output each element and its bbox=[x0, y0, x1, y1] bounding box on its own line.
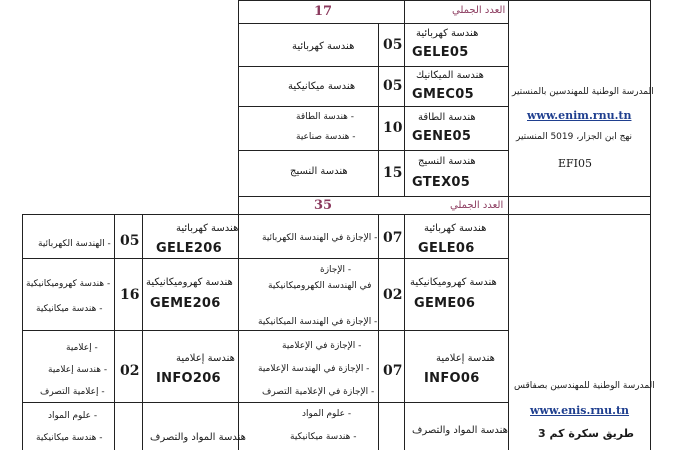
eligible-field: هندسة ميكانيكية bbox=[288, 81, 356, 92]
specialty-code: GMEC05 bbox=[412, 87, 474, 102]
specialty-code: GEME06 bbox=[414, 296, 476, 311]
eligible-field: - هندسة صناعية bbox=[296, 132, 356, 142]
seat-count: 02 bbox=[383, 287, 403, 303]
master-field: - إعلامية bbox=[66, 343, 98, 353]
licence-field: - الإجازة bbox=[320, 265, 352, 275]
specialty-name: هندسة النسيج bbox=[418, 156, 476, 167]
licence-field: - الإجازة في الإعلامية bbox=[282, 341, 362, 351]
col-divider bbox=[404, 0, 405, 197]
specialty-name: هندسة كهروميكانيكية bbox=[410, 277, 497, 288]
specialty-name: هندسة إعلامية bbox=[436, 353, 495, 364]
seat-count: 07 bbox=[383, 230, 403, 246]
seat-count: 05 bbox=[383, 78, 403, 94]
master-field: - علوم المواد bbox=[48, 411, 98, 421]
specialty-code-2: GELE206 bbox=[156, 241, 222, 256]
total-label: العدد الجملي bbox=[450, 200, 504, 211]
row-divider bbox=[238, 150, 508, 151]
specialty-name: هندسة كهربائية bbox=[416, 28, 479, 39]
licence-field: - هندسة ميكانيكية bbox=[290, 432, 357, 442]
seat-count: 07 bbox=[383, 363, 403, 379]
school-website-link[interactable]: www.enim.rnu.tn bbox=[527, 109, 632, 122]
table-border bbox=[22, 214, 650, 215]
school-name: المدرسة الوطنية للمهندسين بصفاقس bbox=[514, 381, 655, 391]
master-field: - هندسة ميكانيكية bbox=[36, 433, 103, 443]
col-divider bbox=[142, 214, 143, 450]
col-divider bbox=[238, 0, 239, 214]
specialty-name-2: هندسة كهروميكانيكية bbox=[146, 277, 233, 288]
school-address: نهج ابن الجزار، 5019 المنستير bbox=[516, 132, 633, 142]
specialty-code: INFO06 bbox=[424, 371, 480, 386]
master-field: - هندسة إعلامية bbox=[48, 365, 108, 375]
col-divider bbox=[508, 0, 509, 450]
eligible-field: هندسة كهربائية bbox=[292, 41, 355, 52]
master-field: - هندسة كهروميكانيكية bbox=[26, 279, 111, 289]
specialty-name: هندسة الطاقة bbox=[418, 112, 476, 123]
specialty-code: GELE05 bbox=[412, 45, 469, 60]
row-divider bbox=[238, 106, 508, 107]
eligible-field: - هندسة الطاقة bbox=[296, 112, 355, 122]
seat-count-2: 16 bbox=[120, 287, 140, 303]
row-divider bbox=[238, 23, 508, 24]
row-divider bbox=[22, 402, 508, 403]
specialty-code-2: INFO206 bbox=[156, 371, 221, 386]
total-value: 35 bbox=[314, 198, 333, 213]
eligible-field: هندسة النسيج bbox=[290, 166, 348, 177]
licence-field: - الإجازة في الهندسة الإعلامية bbox=[258, 364, 370, 374]
master-field: - هندسة ميكانيكية bbox=[36, 304, 103, 314]
seat-count: 15 bbox=[383, 165, 403, 181]
specialty-name-2: هندسة كهربائية bbox=[176, 223, 239, 234]
col-divider bbox=[114, 214, 115, 450]
specialty-name-2: هندسة إعلامية bbox=[176, 353, 235, 364]
seat-count: 10 bbox=[383, 120, 403, 136]
specialty-code: GELE06 bbox=[418, 241, 475, 256]
total-label: العدد الجملي bbox=[452, 5, 506, 16]
seat-count-2: 05 bbox=[120, 233, 140, 249]
row-divider bbox=[22, 330, 508, 331]
master-field: - إعلامية التصرف bbox=[40, 387, 105, 397]
col-divider bbox=[378, 214, 379, 450]
master-field: - الهندسة الكهربائية bbox=[38, 239, 111, 249]
school-address: طريق سكرة كم 3 bbox=[538, 427, 634, 440]
specialty-code: GENE05 bbox=[412, 129, 472, 144]
specialty-code: GTEX05 bbox=[412, 175, 471, 190]
total-value: 17 bbox=[314, 4, 333, 19]
licence-field: - علوم المواد bbox=[302, 409, 352, 419]
school-name: المدرسة الوطنية للمهندسين بالمنستير bbox=[512, 87, 654, 97]
col-divider bbox=[238, 214, 239, 450]
licence-field: في الهندسة الكهروميكانيكية bbox=[268, 281, 372, 291]
licence-field: - الإجازة في الهندسة الميكانيكية bbox=[258, 317, 378, 327]
school-code: EFI05 bbox=[558, 157, 593, 170]
row-divider bbox=[238, 196, 650, 197]
specialty-code-2: GEME206 bbox=[150, 296, 221, 311]
row-divider bbox=[238, 66, 508, 67]
school-website-link[interactable]: www.enis.rnu.tn bbox=[530, 404, 630, 417]
licence-field: - الإجازة في الإعلامية التصرف bbox=[262, 387, 375, 397]
seat-count-2: 02 bbox=[120, 363, 140, 379]
seat-count: 05 bbox=[383, 37, 403, 53]
specialty-name: هندسة الميكانيك bbox=[416, 70, 484, 81]
row-divider bbox=[22, 258, 508, 259]
licence-field: - الإجازة في الهندسة الكهربائية bbox=[262, 233, 378, 243]
specialty-name: هندسة المواد والتصرف bbox=[412, 425, 508, 436]
specialty-name-2: هندسة المواد والتصرف bbox=[150, 432, 246, 443]
col-divider bbox=[22, 214, 23, 450]
col-divider bbox=[378, 23, 379, 197]
col-divider bbox=[404, 214, 405, 450]
specialty-name: هندسة كهربائية bbox=[424, 223, 487, 234]
